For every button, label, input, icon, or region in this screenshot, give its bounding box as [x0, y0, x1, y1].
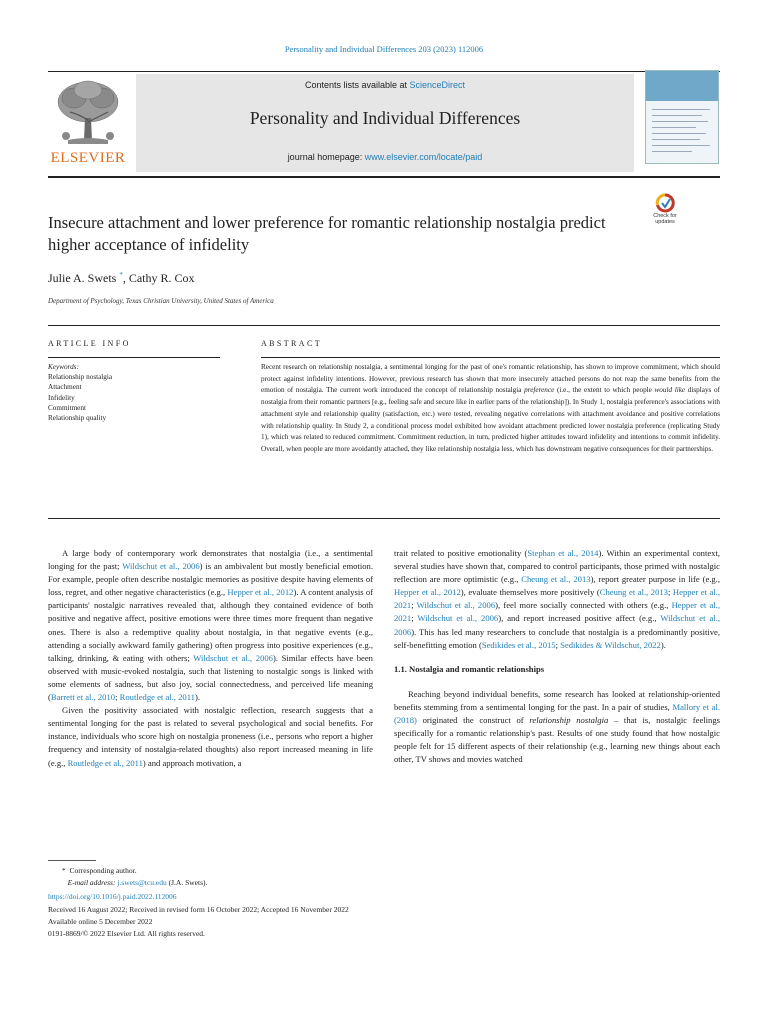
footnotes — [48, 865, 720, 940]
cover-line — [652, 151, 692, 152]
journal-cover-thumbnail[interactable] — [645, 70, 719, 164]
corresponding-author-note: * Corresponding author. — [62, 866, 137, 875]
subsection-heading: 1.1. Nostalgia and romantic relationships — [394, 663, 545, 674]
citation-link[interactable]: Cheung et al., 2013 — [521, 574, 591, 585]
header-rule-bottom — [48, 176, 720, 178]
footnote-rule — [48, 860, 96, 861]
citation-link[interactable]: Wildschut et al., 2006 — [122, 561, 200, 572]
affiliation: Department of Psychology, Texas Christian University, United States of America — [48, 297, 274, 305]
keyword: Attachment — [48, 383, 82, 392]
author-name[interactable]: Cathy R. Cox — [128, 271, 195, 285]
citation-link[interactable]: Wildschut et al., 2006 — [193, 652, 273, 663]
available-online-date: Available online 5 December 2022 — [48, 916, 153, 926]
citation-link[interactable]: Wildschut et al., 2006 — [417, 613, 499, 624]
body-paragraph: Given the positivity associated with nostalgic reflection, research suggests that a sentimental longing for the past is related to several psychological and social benefits. For instance, individuals who score high on nostalgia proneness (i.e., persons who report a higher frequency and intensity of nostalgia-related thoughts) also report increased meaning in life (e.g., Routledge et al., 2011) and approach motivation, a — [48, 705, 373, 768]
author-list: Julie A. Swets *, Cathy R. Cox — [48, 271, 195, 285]
keyword: Infidelity — [48, 393, 75, 402]
cover-line — [652, 115, 702, 116]
abstract-heading: ABSTRACT — [261, 339, 322, 348]
email-link[interactable]: j.swets@tcu.edu — [117, 878, 167, 888]
cover-line — [652, 121, 708, 122]
check-updates-label: Check for updates — [653, 213, 677, 225]
keywords-label: Keywords: — [48, 363, 79, 371]
elsevier-logo[interactable] — [48, 78, 128, 166]
cover-line — [652, 139, 700, 140]
homepage-line: journal homepage: www.elsevier.com/locate/paid — [287, 152, 483, 162]
copyright-line: 0191-8869/© 2022 Elsevier Ltd. All rights reserved. — [48, 929, 205, 939]
journal-homepage-link[interactable]: www.elsevier.com/locate/paid — [364, 152, 483, 162]
elsevier-wordmark: ELSEVIER — [50, 150, 126, 166]
abstract-text: Recent research on relationship nostalgia, a sentimental longing for the past of one's romantic relationship, has shown to improve commitment, which should protect against infidelity intentions. However, previous research has shown that more insecurely attached persons do not reap the same benefits from the emotion of nostalgia. The current work introduced the concept of relationship nostalgia preference (i.e., the extent to which people would like displays of nostalgia from their romantic partners [e.g., feeling safe and secure like in earlier parts of the relationship]). In Study 1, nostalgia preference's associations with attachment style and relationship quality (satisfaction, etc.) were tested, revealing negative correlations with attachment avoidance and positive correlations with relationship quality. In Study 2, a conditional process model exhibited how avoidant attachment predicted lower nostalgia preference (replicating Study 1), which was related to reduced commitment. Commitment reduction, in turn, predicted higher attitudes toward infidelity and intentions to commit infidelity. Overall, when people are more avoidantly attached, they like relationship nostalgia less, which has downstream negative consequences for their partnerships. — [261, 363, 720, 453]
author-name[interactable]: Julie A. Swets — [48, 271, 117, 285]
running-head[interactable]: Personality and Individual Differences 203 (2023) 112006 — [284, 44, 484, 54]
cover-line — [652, 109, 710, 110]
citation-link[interactable]: Wildschut et al., 2006 — [394, 613, 720, 637]
cover-line — [652, 145, 710, 146]
corresponding-author-mark[interactable]: * — [119, 271, 123, 279]
body-column-right — [394, 547, 720, 766]
citation-link[interactable]: Sedikides & Wildschut, 2022 — [560, 639, 661, 650]
received-dates: Received 16 August 2022; Received in revised form 16 October 2022; Accepted 16 November 2022 — [48, 904, 349, 914]
citation-link[interactable]: Mallory et al. (2018) — [394, 701, 720, 726]
sciencedirect-link[interactable]: ScienceDirect — [409, 80, 466, 90]
citation-link[interactable]: Sedikides et al., 2015 — [481, 639, 556, 650]
citation-link[interactable]: Hepper et al., 2021 — [394, 587, 720, 611]
journal-title: Personality and Individual Differences — [249, 108, 521, 128]
check-updates-icon — [645, 193, 685, 213]
journal-banner — [136, 74, 634, 172]
body-paragraph: A large body of contemporary work demonstrates that nostalgia (i.e., a sentimental longing for the past; Wildschut et al., 2006) is an ambivalent but mostly beneficial emotion. For example, people often describe nostalgic memories as positive despite having elements of loss, regret, and other negative characteristics (e.g., Hepper et al., 2012). A content analysis of participants' nostalgic narratives revealed that, although they contained evidence of both positive and negative affect, positive emotions were three times more frequent than negative ones. There is also a redemptive quality about nostalgia, in that negative events (e.g., attending a socially awkward family gathering) often progress into positive experiences (e.g., talking, drinking, & eating with others; Wildschut et al., 2006). Similar effects have been observed with music-evoked nostalgia, such that listening to nostalgic songs is linked with some elements of sadness, but also joy, social connectedness, and perceived life meaning (Barrett et al., 2010; Routledge et al., 2011). — [48, 548, 373, 703]
citation-link[interactable]: Hepper et al., 2021 — [394, 600, 720, 624]
email-note: E-mail address: j.swets@tcu.edu (J.A. Swets). — [67, 878, 208, 888]
body-paragraph: trait related to positive emotionality (Stephan et al., 2014). Within an experimental context, several studies have shown that, compared to control participants, those primed with nostalgic reflection are more optimistic (e.g., Cheung et al., 2013), report greater purpose in life (e.g., Hepper et al., 2012), evaluate themselves more positively (Cheung et al., 2013; Hepper et al., 2021; Wildschut et al., 2006), feel more socially connected with others (e.g., Hepper et al., 2021; Wildschut et al., 2006), and report increased positive affect (e.g., Wildschut et al., 2006). This has led many researchers to conclude that nostalgia is a predominantly positive, self-benefitting emotion (Sedikides et al., 2015; Sedikides & Wildschut, 2022). — [394, 548, 721, 650]
keyword: Relationship quality — [48, 414, 107, 423]
section-rule — [48, 325, 720, 326]
article-info-heading: ARTICLE INFO — [48, 339, 131, 348]
citation-link[interactable]: Barrett et al., 2010 — [50, 692, 116, 703]
article-info-rule — [48, 357, 220, 358]
elsevier-tree-icon — [48, 78, 128, 148]
body-paragraph: Reaching beyond individual benefits, some research has looked at relationship-oriented benefits stemming from a sentimental longing for the past. In a pair of studies, Mallory et al. (2018) originated the construct of relationship nostalgia – that is, nostalgic feelings specifically for a romantic relationship's past. Results of one study found that how nostalgic people felt for 15 different aspects of their relationship (e.g., learning new things about each other, TV shows and movies watched — [394, 688, 720, 765]
body-column-left — [48, 547, 373, 770]
citation-link[interactable]: Stephan et al., 2014 — [527, 548, 599, 558]
keywords-list — [48, 362, 220, 423]
abstract-rule — [261, 357, 720, 358]
contents-line: Contents lists available at ScienceDirect — [304, 80, 466, 90]
citation-link[interactable]: Hepper et al., 2012 — [394, 587, 461, 598]
body-rule — [48, 518, 720, 519]
cover-line — [652, 127, 696, 128]
doi-link[interactable]: https://doi.org/10.1016/j.paid.2022.112006 — [48, 892, 177, 902]
citation-link[interactable]: Wildschut et al., 2006 — [416, 600, 496, 611]
citation-link[interactable]: Hepper et al., 2012 — [227, 587, 294, 598]
cover-line — [652, 133, 706, 134]
cover-band — [646, 71, 718, 101]
keyword: Relationship nostalgia — [48, 373, 113, 382]
citation-link[interactable]: Cheung et al., 2013 — [599, 587, 668, 598]
header-rule-top — [48, 71, 720, 72]
citation-link[interactable]: Routledge et al., 2011 — [119, 692, 195, 703]
keyword: Commitment — [48, 403, 86, 412]
article-title: Insecure attachment and lower preference for romantic relationship nostalgia predict higher acceptance of infidelity — [48, 213, 606, 254]
check-for-updates-button[interactable] — [645, 193, 685, 231]
citation-link[interactable]: Routledge et al., 2011 — [67, 757, 143, 768]
